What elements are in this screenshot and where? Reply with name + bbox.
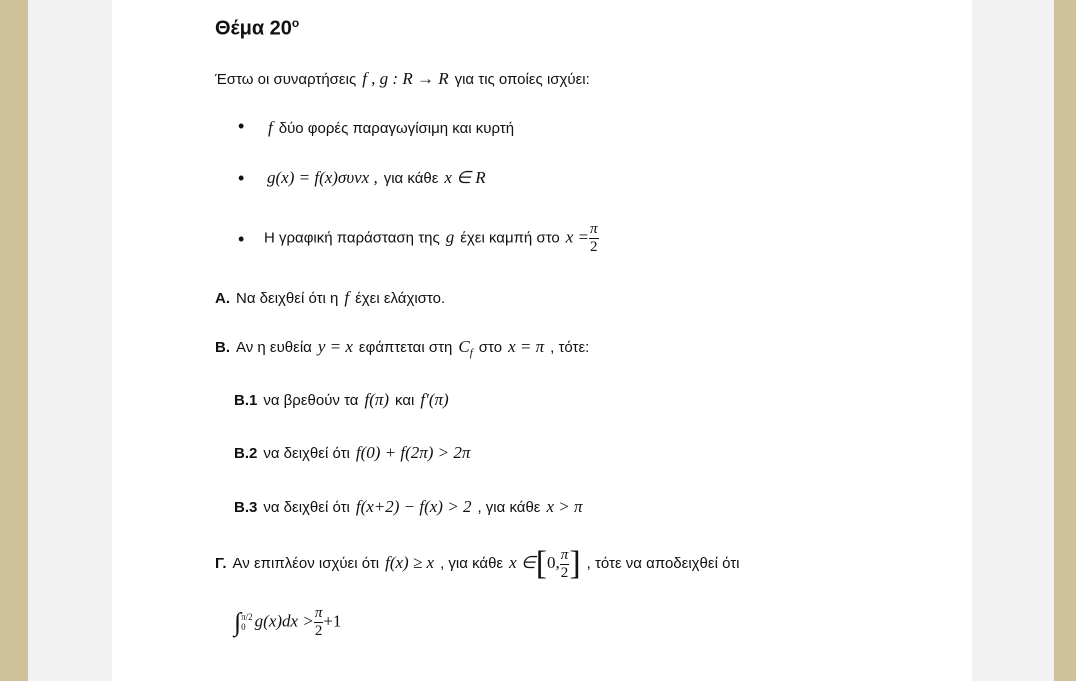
bullet-item: f δύο φορές παραγωγίσιμη και κυρτή (268, 118, 515, 137)
fraction: $\frac{\pi}{2}$ (314, 605, 323, 639)
bullet-glyph: • (238, 168, 245, 188)
question-b2: Β.2 να δειχθεί ότι f(0) + f(2π) > 2π (234, 443, 471, 462)
question-b1: Β.1 να βρεθούν τα f(π) και f′(π) (234, 390, 449, 409)
question-b3: Β.3 να δειχθεί ότι f(x+2) − f(x) > 2 , για κάθε x > π (234, 497, 583, 516)
question-a: Α. Να δειχθεί ότι η f έχει ελάχιστο. (215, 288, 446, 307)
bullet-glyph: • (238, 116, 245, 136)
integral-expression: ∫ π/2 0 g(x)dx > $\frac{\pi}{2}$ +1 (234, 605, 342, 639)
integral-sign: ∫ (234, 607, 242, 637)
question-g: Γ. Αν επιπλέον ισχύει ότι f(x) ≥ x , για κάθε x ∈[0, $\frac{\pi}{2}$ ] , τότε να αποδειχθεί ότι (215, 545, 740, 582)
fraction: $\frac{\pi}{2}$ (590, 221, 598, 255)
integral-limits: π/2 0 (241, 611, 253, 632)
question-b: Β. Αν η ευθεία y = x εφάπτεται στη $C_f$ στο x = π , τότε: (215, 337, 590, 359)
page-title: Θέμα $20^o$ (215, 16, 300, 40)
intro-line: Έστω οι συναρτήσεις f , g : R → R για τις οποίες ισχύει: (215, 69, 590, 88)
bullet-item: g(x) = f(x)συνx , για κάθε x ∈ R (267, 168, 486, 187)
fraction: $\frac{\pi}{2}$ (560, 546, 569, 581)
bullet-glyph: • (238, 229, 245, 249)
bullet-item: Η γραφική παράσταση της g έχει καμπή στο x = $\frac{\pi}{2}$ (264, 221, 598, 255)
